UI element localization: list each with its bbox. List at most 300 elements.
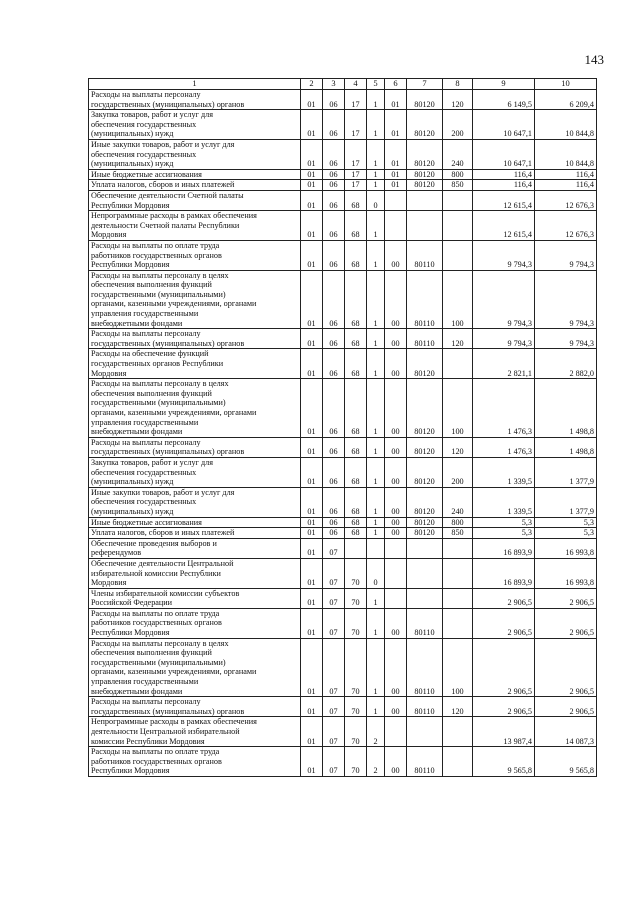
row-name [89,240,301,270]
activity-code [385,211,407,241]
expense-type-code: 120 [443,697,473,717]
amount-year-2: 9 794,3 [535,329,597,349]
subprogram-code: 2 [367,717,385,747]
row-name-text: Уплата налогов, сборов и иных платежей [91,528,235,538]
row-name-text: Члены избирательной комиссии субъектов Российской Федерации [91,588,240,608]
expense-type-code [443,349,473,379]
amount-year-1: 2 906,5 [473,638,535,697]
table-row [89,697,597,717]
row-name [89,697,301,717]
table-row [89,211,597,241]
section-code: 01 [301,437,323,457]
expense-type-code: 120 [443,90,473,110]
subsection-code: 06 [323,528,345,539]
row-name-text: Иные закупки товаров, работ и услуг для обеспечения государственных (муниципальных) нужд [91,139,235,169]
table-row [89,169,597,180]
activity-code [385,558,407,588]
subsection-code: 06 [323,190,345,210]
amount-year-1: 1 476,3 [473,437,535,457]
amount-year-2: 1 377,9 [535,487,597,517]
expense-type-code [443,608,473,638]
column-header: 6 [385,79,407,90]
expense-code: 80120 [407,110,443,140]
section-code: 01 [301,528,323,539]
budget-table [88,78,597,777]
row-name [89,558,301,588]
column-header: 8 [443,79,473,90]
table-row [89,717,597,747]
row-name [89,437,301,457]
row-name [89,270,301,329]
amount-year-2: 16 993,8 [535,538,597,558]
section-code: 01 [301,90,323,110]
expense-type-code [443,211,473,241]
subsection-code: 06 [323,110,345,140]
row-name [89,747,301,777]
row-name-text: Непрограммные расходы в рамках обеспечения деятельности Центральной избирательной комиссии Республики Мордовия [91,717,257,746]
activity-code: 00 [385,697,407,717]
table-row [89,329,597,349]
row-name [89,638,301,697]
subprogram-code: 1 [367,608,385,638]
row-name-text: Расходы на выплаты по оплате труда работников государственных органов Республики Мордовия [91,608,222,638]
subsection-code: 06 [323,349,345,379]
program-code: 68 [345,457,367,487]
subsection-code: 06 [323,139,345,169]
expense-code: 80110 [407,270,443,329]
section-code: 01 [301,558,323,588]
expense-type-code: 240 [443,487,473,517]
expense-code: 80120 [407,487,443,517]
subsection-code: 07 [323,638,345,697]
activity-code: 00 [385,608,407,638]
row-name [89,457,301,487]
row-name-text: Расходы на обеспечение функций государственных органов Республики Мордовия [91,349,224,378]
expense-type-code: 200 [443,110,473,140]
expense-code: 80120 [407,90,443,110]
section-code: 01 [301,190,323,210]
amount-year-2: 5,3 [535,517,597,528]
table-row [89,379,597,438]
activity-code [385,717,407,747]
expense-type-code: 100 [443,638,473,697]
amount-year-1: 9 565,8 [473,747,535,777]
activity-code: 00 [385,437,407,457]
amount-year-1: 116,4 [473,180,535,191]
expense-type-code: 100 [443,270,473,329]
row-name [89,608,301,638]
column-header: 9 [473,79,535,90]
row-name [89,588,301,608]
subprogram-code: 1 [367,90,385,110]
row-name-text: Уплата налогов, сборов и иных платежей [91,180,235,190]
program-code: 70 [345,717,367,747]
expense-code: 80110 [407,697,443,717]
amount-year-1: 1 476,3 [473,379,535,438]
activity-code: 00 [385,517,407,528]
activity-code [385,538,407,558]
amount-year-1: 16 893,9 [473,538,535,558]
subsection-code: 06 [323,457,345,487]
subprogram-code: 1 [367,457,385,487]
amount-year-2: 10 844,8 [535,139,597,169]
activity-code: 01 [385,180,407,191]
amount-year-1: 13 987,4 [473,717,535,747]
program-code: 70 [345,558,367,588]
subsection-code: 07 [323,588,345,608]
expense-code [407,558,443,588]
subprogram-code: 1 [367,697,385,717]
expense-type-code: 100 [443,379,473,438]
amount-year-1: 5,3 [473,517,535,528]
expense-code: 80110 [407,240,443,270]
subsection-code: 06 [323,180,345,191]
program-code: 17 [345,180,367,191]
subsection-code: 07 [323,697,345,717]
amount-year-2: 16 993,8 [535,558,597,588]
section-code: 01 [301,211,323,241]
table-row [89,558,597,588]
section-code: 01 [301,608,323,638]
column-header: 4 [345,79,367,90]
section-code: 01 [301,169,323,180]
section-code: 01 [301,457,323,487]
section-code: 01 [301,588,323,608]
subsection-code: 06 [323,211,345,241]
table-row [89,180,597,191]
expense-type-code [443,538,473,558]
row-name-text: Расходы на выплаты персоналу государственных (муниципальных) органов [91,697,245,716]
table-row [89,270,597,329]
row-name-text: Расходы на выплаты персоналу в целях обеспечения выполнения функций государственными (муниципальными) органами, казенными учреждениями, органами управления государственными внебюджетными фондами [91,379,257,437]
program-code: 70 [345,608,367,638]
activity-code: 00 [385,270,407,329]
section-code: 01 [301,110,323,140]
subprogram-code: 2 [367,747,385,777]
section-code: 01 [301,747,323,777]
program-code: 68 [345,528,367,539]
table-row [89,747,597,777]
expense-code: 80120 [407,169,443,180]
amount-year-2: 2 906,5 [535,697,597,717]
expense-code: 80120 [407,457,443,487]
activity-code: 00 [385,349,407,379]
table-row [89,110,597,140]
activity-code: 00 [385,487,407,517]
row-name-text: Обеспечение проведения выборов и референдумов [91,538,217,558]
table-row [89,487,597,517]
table-row [89,608,597,638]
amount-year-1: 10 647,1 [473,110,535,140]
expense-code: 80120 [407,528,443,539]
column-header: 3 [323,79,345,90]
table-body [89,90,597,777]
subprogram-code: 1 [367,588,385,608]
program-code: 68 [345,349,367,379]
amount-year-2: 116,4 [535,180,597,191]
subprogram-code: 1 [367,240,385,270]
subsection-code: 06 [323,379,345,438]
subsection-code: 07 [323,717,345,747]
section-code: 01 [301,717,323,747]
amount-year-1: 2 906,5 [473,697,535,717]
expense-type-code: 240 [443,139,473,169]
row-name [89,528,301,539]
amount-year-1: 1 339,5 [473,487,535,517]
amount-year-2: 9 794,3 [535,270,597,329]
row-name [89,329,301,349]
amount-year-1: 12 615,4 [473,211,535,241]
row-name-text: Закупка товаров, работ и услуг для обеспечения государственных (муниципальных) нужд [91,457,213,487]
subsection-code: 07 [323,747,345,777]
program-code: 17 [345,169,367,180]
amount-year-1: 6 149,5 [473,90,535,110]
section-code: 01 [301,379,323,438]
program-code: 70 [345,747,367,777]
table-row [89,457,597,487]
activity-code: 00 [385,638,407,697]
column-header: 10 [535,79,597,90]
subprogram-code: 1 [367,169,385,180]
expense-type-code: 120 [443,329,473,349]
subsection-code: 06 [323,270,345,329]
activity-code: 01 [385,110,407,140]
expense-type-code [443,190,473,210]
table-row [89,90,597,110]
column-header: 2 [301,79,323,90]
amount-year-2: 12 676,3 [535,190,597,210]
expense-code [407,717,443,747]
amount-year-2: 10 844,8 [535,110,597,140]
section-code: 01 [301,329,323,349]
amount-year-1: 9 794,3 [473,270,535,329]
table-row [89,190,597,210]
column-header: 7 [407,79,443,90]
row-name-text: Иные закупки товаров, работ и услуг для обеспечения государственных (муниципальных) нужд [91,487,235,516]
amount-year-2: 9 794,3 [535,240,597,270]
amount-year-1: 12 615,4 [473,190,535,210]
activity-code [385,190,407,210]
program-code: 68 [345,211,367,241]
program-code: 68 [345,517,367,528]
amount-year-2: 6 209,4 [535,90,597,110]
expense-type-code [443,717,473,747]
expense-code: 80110 [407,329,443,349]
expense-type-code: 800 [443,517,473,528]
subprogram-code: 1 [367,180,385,191]
subsection-code: 06 [323,517,345,528]
expense-code: 80120 [407,180,443,191]
expense-code: 80120 [407,517,443,528]
expense-code: 80120 [407,379,443,438]
activity-code: 00 [385,747,407,777]
row-name-text: Обеспечение деятельности Центральной избирательной комиссии Республики Мордовия [91,558,234,588]
table-row [89,349,597,379]
expense-type-code: 200 [443,457,473,487]
subsection-code: 06 [323,487,345,517]
subprogram-code: 1 [367,638,385,697]
subsection-code: 07 [323,558,345,588]
section-code: 01 [301,180,323,191]
column-header: 5 [367,79,385,90]
expense-code: 80110 [407,638,443,697]
amount-year-1: 2 906,5 [473,588,535,608]
row-name [89,180,301,191]
program-code [345,538,367,558]
activity-code: 00 [385,379,407,438]
activity-code: 00 [385,240,407,270]
amount-year-1: 10 647,1 [473,139,535,169]
section-code: 01 [301,270,323,329]
amount-year-2: 5,3 [535,528,597,539]
activity-code [385,588,407,608]
amount-year-1: 2 821,1 [473,349,535,379]
amount-year-2: 1 377,9 [535,457,597,487]
section-code: 01 [301,487,323,517]
row-name-text: Закупка товаров, работ и услуг для обеспечения государственных (муниципальных) нужд [91,110,213,139]
amount-year-1: 2 906,5 [473,608,535,638]
expense-type-code [443,240,473,270]
activity-code: 00 [385,528,407,539]
row-name-text: Расходы на выплаты по оплате труда работников государственных органов Республики Мордовия [91,747,222,776]
row-name-text: Расходы на выплаты персоналу в целях обеспечения выполнения функций государственными (муниципальными) органами, казенными учреждениями, органами управления государственными внебюджетными фондами [91,638,257,696]
table-row [89,528,597,539]
expense-type-code: 120 [443,437,473,457]
amount-year-1: 5,3 [473,528,535,539]
expense-code [407,588,443,608]
program-code: 68 [345,379,367,438]
expense-type-code [443,588,473,608]
table-row [89,638,597,697]
table-row [89,139,597,169]
expense-code: 80120 [407,349,443,379]
section-code: 01 [301,139,323,169]
expense-type-code [443,558,473,588]
row-name [89,211,301,241]
table-row [89,240,597,270]
expense-code [407,211,443,241]
program-code: 17 [345,90,367,110]
amount-year-1: 16 893,9 [473,558,535,588]
activity-code: 00 [385,329,407,349]
table-row [89,437,597,457]
program-code: 68 [345,190,367,210]
section-code: 01 [301,638,323,697]
row-name-text: Иные бюджетные ассигнования [91,517,202,527]
expense-type-code: 850 [443,180,473,191]
subprogram-code [367,538,385,558]
subprogram-code: 1 [367,110,385,140]
amount-year-2: 2 906,5 [535,638,597,697]
expense-type-code: 800 [443,169,473,180]
subprogram-code: 1 [367,329,385,349]
section-code: 01 [301,240,323,270]
table-row [89,588,597,608]
program-code: 68 [345,487,367,517]
subprogram-code: 0 [367,190,385,210]
activity-code: 01 [385,139,407,169]
row-name [89,538,301,558]
subsection-code: 06 [323,329,345,349]
amount-year-1: 116,4 [473,169,535,180]
activity-code: 01 [385,90,407,110]
subprogram-code: 1 [367,349,385,379]
program-code: 17 [345,110,367,140]
amount-year-2: 2 906,5 [535,588,597,608]
row-name-text: Расходы на выплаты персоналу государственных (муниципальных) органов [91,329,245,348]
amount-year-2: 1 498,8 [535,379,597,438]
subsection-code: 07 [323,538,345,558]
expense-type-code: 850 [443,528,473,539]
row-name-text: Расходы на выплаты персоналу государственных (муниципальных) органов [91,90,245,109]
amount-year-2: 9 565,8 [535,747,597,777]
subsection-code: 06 [323,437,345,457]
amount-year-1: 1 339,5 [473,457,535,487]
section-code: 01 [301,349,323,379]
row-name-text: Обеспечение деятельности Счетной палаты Республики Мордовия [91,190,244,210]
subsection-code: 06 [323,169,345,180]
program-code: 17 [345,139,367,169]
table-row [89,517,597,528]
subprogram-code: 1 [367,211,385,241]
subsection-code: 07 [323,608,345,638]
amount-year-2: 2 882,0 [535,349,597,379]
row-name-text: Расходы на выплаты по оплате труда работников государственных органов Республики Мордовия [91,240,222,270]
subprogram-code: 1 [367,437,385,457]
subsection-code: 06 [323,90,345,110]
subprogram-code: 1 [367,270,385,329]
program-code: 70 [345,697,367,717]
program-code: 68 [345,329,367,349]
amount-year-1: 9 794,3 [473,329,535,349]
row-name [89,379,301,438]
amount-year-2: 116,4 [535,169,597,180]
program-code: 70 [345,638,367,697]
amount-year-1: 9 794,3 [473,240,535,270]
row-name-text: Иные бюджетные ассигнования [91,169,202,179]
section-code: 01 [301,517,323,528]
table-header-row [89,79,597,90]
amount-year-2: 14 087,3 [535,717,597,747]
row-name [89,169,301,180]
row-name-text: Расходы на выплаты персоналу государственных (муниципальных) органов [91,437,245,457]
row-name [89,717,301,747]
page-number: 143 [584,52,604,67]
row-name [89,110,301,140]
subprogram-code: 1 [367,139,385,169]
amount-year-2: 12 676,3 [535,211,597,241]
row-name [89,349,301,379]
expense-code: 80120 [407,437,443,457]
row-name-text: Непрограммные расходы в рамках обеспечения деятельности Счетной палаты Республики Мордовия [91,211,257,240]
row-name [89,90,301,110]
activity-code: 01 [385,169,407,180]
amount-year-2: 1 498,8 [535,437,597,457]
amount-year-2: 2 906,5 [535,608,597,638]
column-header: 1 [89,79,301,90]
expense-code: 80110 [407,608,443,638]
subprogram-code: 1 [367,487,385,517]
section-code: 01 [301,697,323,717]
subprogram-code: 1 [367,517,385,528]
activity-code: 00 [385,457,407,487]
subsection-code: 06 [323,240,345,270]
expense-code: 80120 [407,139,443,169]
section-code: 01 [301,538,323,558]
program-code: 68 [345,270,367,329]
program-code: 68 [345,240,367,270]
subprogram-code: 1 [367,528,385,539]
